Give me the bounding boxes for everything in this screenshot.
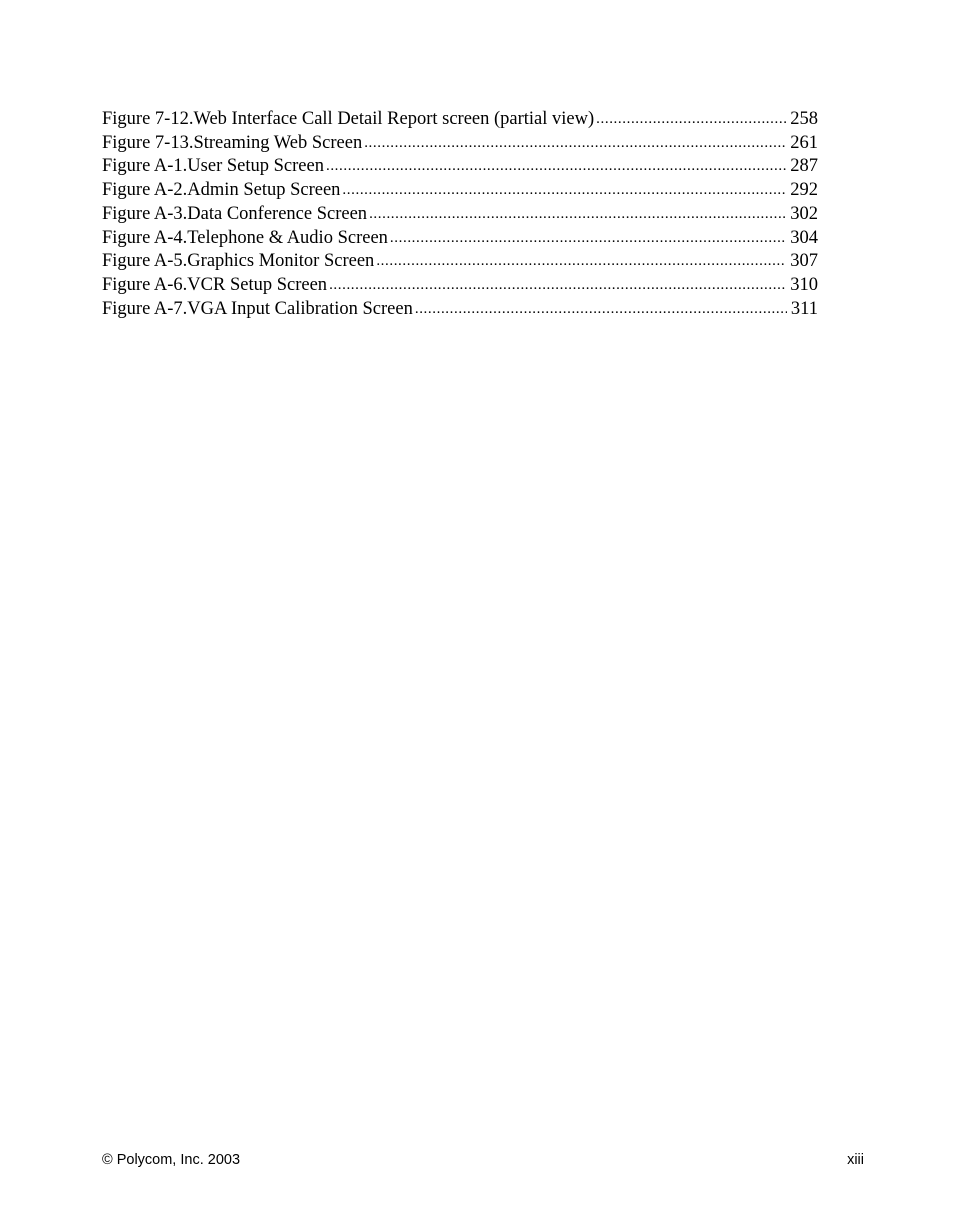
toc-entry-title: Figure A-2.Admin Setup Screen <box>102 180 341 201</box>
toc-entry-page: 258 <box>790 109 818 129</box>
toc-dot-leader <box>329 273 786 297</box>
toc-entry-page: 261 <box>790 132 818 153</box>
toc-entry <box>102 108 818 132</box>
toc-dot-leader <box>415 297 787 321</box>
toc-entry-title: Figure A-7.VGA Input Calibration Screen <box>102 298 413 319</box>
toc-dot-leader <box>342 178 786 202</box>
toc-entry-page: 292 <box>790 180 818 201</box>
toc-entry-page: 310 <box>790 274 818 295</box>
toc-entry-title: Figure A-3.Data Conference Screen <box>102 203 368 224</box>
toc-entry-page: 311 <box>790 298 818 319</box>
toc-entry-title: Figure 7-13.Streaming Web Screen <box>102 132 363 153</box>
toc-dot-leader <box>390 226 786 250</box>
toc-entry-title: Figure A-1.User Setup Screen <box>102 156 324 177</box>
toc-entry <box>102 132 818 156</box>
toc-entry <box>102 250 818 274</box>
footer-page-number: xiii <box>847 1152 864 1168</box>
toc-entry-title: Figure A-6.VCR Setup Screen <box>102 274 328 295</box>
toc-entry <box>102 298 818 322</box>
toc-entry-page: 307 <box>790 251 818 272</box>
toc-dot-leader <box>376 249 786 273</box>
toc-entry-title: Figure 7-12.Web Interface Call Detail Report screen (partial view) <box>102 109 595 129</box>
toc-entry-page: 304 <box>790 227 818 248</box>
toc-entry-title: Figure A-4.Telephone & Audio Screen <box>102 227 388 248</box>
toc-entry <box>102 179 818 203</box>
toc-entry-page: 287 <box>790 156 818 177</box>
toc-dot-leader <box>369 202 786 226</box>
toc-entry <box>102 203 818 227</box>
toc-dot-leader <box>596 107 786 131</box>
toc-entry-title: Figure A-5.Graphics Monitor Screen <box>102 251 375 272</box>
list-of-figures <box>102 108 818 321</box>
toc-entry-page: 302 <box>790 203 818 224</box>
footer-copyright: © Polycom, Inc. 2003 <box>102 1152 241 1168</box>
toc-entry <box>102 227 818 251</box>
toc-entry <box>102 274 818 298</box>
toc-dot-leader <box>364 131 786 155</box>
toc-dot-leader <box>326 154 786 178</box>
toc-entry <box>102 155 818 179</box>
